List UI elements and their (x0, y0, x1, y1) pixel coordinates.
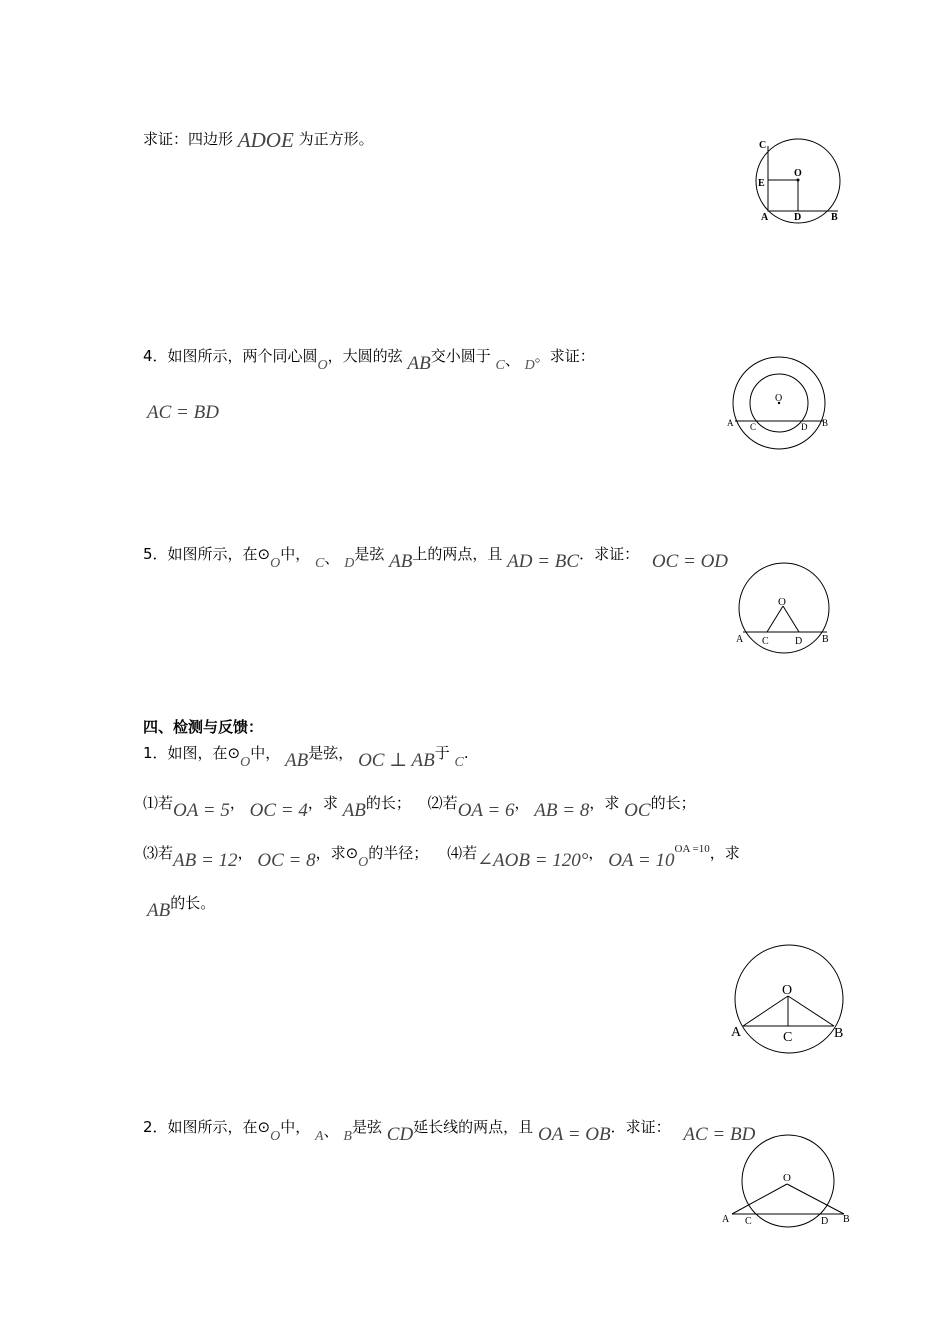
label-c: C (745, 1216, 752, 1227)
segment-oc (767, 606, 783, 632)
p1-row2 (143, 842, 740, 871)
label-o: O (782, 983, 793, 998)
p1-row1-comma3: ， (514, 794, 530, 812)
p1-row2-eq1: AB = 12 (173, 850, 238, 871)
label-o: O (783, 1172, 791, 1184)
label-b: B (822, 418, 829, 428)
figure-q5-circle (733, 560, 835, 658)
p2-cd: CD (386, 1124, 414, 1145)
p1-row1-comma2: ， (307, 794, 323, 812)
p1-row2-radius: 的半径； (368, 844, 429, 862)
p1-row2-eq3: ∠AOB = 120° (477, 850, 589, 871)
p1-row2-o: O (358, 855, 369, 870)
q5-d: D (344, 556, 355, 571)
p1-row2-comma2: ， (315, 844, 331, 862)
label-a: A (761, 212, 769, 223)
q4-o: O (317, 358, 328, 373)
q4-equation: AC = BD (147, 402, 219, 423)
p1-text-2: 中， (250, 744, 281, 762)
q4-line (143, 345, 595, 374)
label-o: O (775, 393, 783, 404)
label-d: D (801, 422, 808, 432)
q4-sep: 、 (504, 351, 520, 369)
label-b: B (834, 1026, 844, 1041)
p1-row2-b: ⑷若 (447, 844, 478, 862)
q5-sep: 、 (324, 549, 340, 567)
label-b: B (822, 634, 829, 645)
figure-square-in-circle (752, 134, 848, 226)
p1-row2-eq2: OC = 8 (257, 850, 316, 871)
q4-d: D (524, 358, 535, 373)
q3-prefix: 求证：四边形 (143, 130, 234, 148)
p1-row1-comma4: ， (589, 794, 605, 812)
label-d: D (821, 1216, 829, 1227)
p2-text-1: 2．如图所示，在⊙ (143, 1118, 271, 1136)
p1-row1-eq2: OC = 4 (249, 800, 308, 821)
q5-text-5: ．求证： (579, 545, 640, 563)
p1-row2-tiny: OA =10 (674, 843, 710, 855)
p1-row1-eq4: AB = 8 (534, 800, 590, 821)
segment-oa (743, 996, 788, 1026)
q4-text-2: ，大圆的弦 (327, 347, 403, 365)
segment-ob (787, 1184, 844, 1214)
figure-concentric-circles (725, 355, 835, 455)
p2-sep: 、 (323, 1122, 339, 1140)
p1-row1-ask2: 求 (604, 794, 620, 812)
p1-row2-eq4: OA = 10 (608, 850, 675, 871)
p1-row3 (147, 892, 216, 921)
label-o: O (794, 168, 802, 179)
label-a: A (722, 1214, 730, 1225)
q5-text-1: 5．如图所示，在⊙ (143, 545, 271, 563)
p1-line (143, 742, 469, 771)
p1-row2-a: ⑶若 (143, 844, 174, 862)
p2-text-3: 是弦 (351, 1118, 382, 1136)
q5-eq2: OC = OD (651, 551, 729, 572)
p1-row1-b: ⑵若 (427, 794, 458, 812)
p1-row1-oc: OC (624, 800, 651, 821)
p1-dot: . (463, 744, 469, 762)
q4-text-3: 交小圆于 (430, 347, 491, 365)
figure-p2-circle (720, 1132, 855, 1234)
p1-text-1: 1．如图，在⊙ (143, 744, 241, 762)
p2-b: B (343, 1129, 352, 1144)
p2-eq2: AC = BD (683, 1124, 756, 1145)
label-d: D (794, 212, 802, 223)
label-a: A (736, 634, 744, 645)
q5-o: O (270, 556, 281, 571)
label-c: C (750, 422, 757, 432)
p2-eq1: OA = OB (537, 1124, 611, 1145)
p1-row1-len: 的长； (365, 794, 411, 812)
q5-c: C (315, 556, 325, 571)
q3-suffix: 为正方形。 (298, 130, 374, 148)
q4-c: C (495, 358, 505, 373)
p1-ab: AB (285, 750, 309, 771)
square-adoe (768, 180, 798, 211)
q4-text-1: 4．如图所示，两个同心圆 (143, 347, 318, 365)
p2-text-4: 延长线的两点，且 (413, 1118, 534, 1136)
p1-row3-len: 的长。 (170, 894, 216, 912)
label-c: C (783, 1030, 793, 1045)
label-a: A (731, 1025, 742, 1040)
q4-ab: AB (407, 353, 431, 374)
figure-p1-circle (728, 942, 850, 1058)
p1-row2-ask2: ，求 (709, 844, 740, 862)
q5-eq1: AD = BC (507, 551, 580, 572)
q5-text-3: 是弦 (354, 545, 385, 563)
label-e: E (758, 178, 765, 189)
label-o: O (778, 596, 786, 608)
p1-row1 (143, 792, 696, 821)
label-d: D (795, 636, 803, 647)
p1-row2-comma3: ， (588, 844, 604, 862)
p1-row2-comma1: ， (237, 844, 253, 862)
p2-text-2: 中， (280, 1118, 311, 1136)
q4-text-4: 。求证： (534, 347, 595, 365)
label-c: C (762, 636, 769, 647)
p1-c: C (454, 755, 464, 770)
p2-text-5: ．求证： (610, 1118, 671, 1136)
p1-o: O (240, 755, 251, 770)
p1-text-3: 是弦， (308, 744, 354, 762)
p1-row1-len2: 的长； (650, 794, 696, 812)
p2-a: A (315, 1129, 324, 1144)
q5-line (143, 543, 729, 572)
p1-row1-a: ⑴若 (143, 794, 174, 812)
q5-ab: AB (389, 551, 413, 572)
p1-row1-ask: 求 (322, 794, 338, 812)
p1-row3-ab: AB (147, 900, 171, 921)
label-c: C (759, 140, 767, 151)
label-a: A (727, 418, 734, 428)
q5-text-2: 中， (280, 545, 311, 563)
segment-oa (732, 1184, 787, 1214)
label-b: B (831, 212, 838, 223)
p1-row1-ab: AB (342, 800, 366, 821)
section-title: 四、检测与反馈： (143, 718, 264, 736)
q5-text-4: 上的两点，且 (412, 545, 503, 563)
p1-row2-ask: 求⊙ (330, 844, 359, 862)
q3-prove-line (143, 126, 374, 150)
label-b: B (843, 1214, 850, 1225)
p2-line (143, 1116, 756, 1145)
q4-equation-line (147, 402, 219, 424)
p2-o: O (270, 1129, 281, 1144)
p1-eq: OC ⊥ AB (358, 750, 435, 771)
p1-row1-comma1: ， (229, 794, 245, 812)
p1-text-4: 于 (434, 744, 450, 762)
p1-row1-eq3: OA = 6 (457, 800, 515, 821)
segment-ob (788, 996, 834, 1026)
p1-row1-eq1: OA = 5 (173, 800, 230, 821)
q3-math-adoe: ADOE (237, 128, 294, 152)
segment-od (783, 606, 799, 632)
